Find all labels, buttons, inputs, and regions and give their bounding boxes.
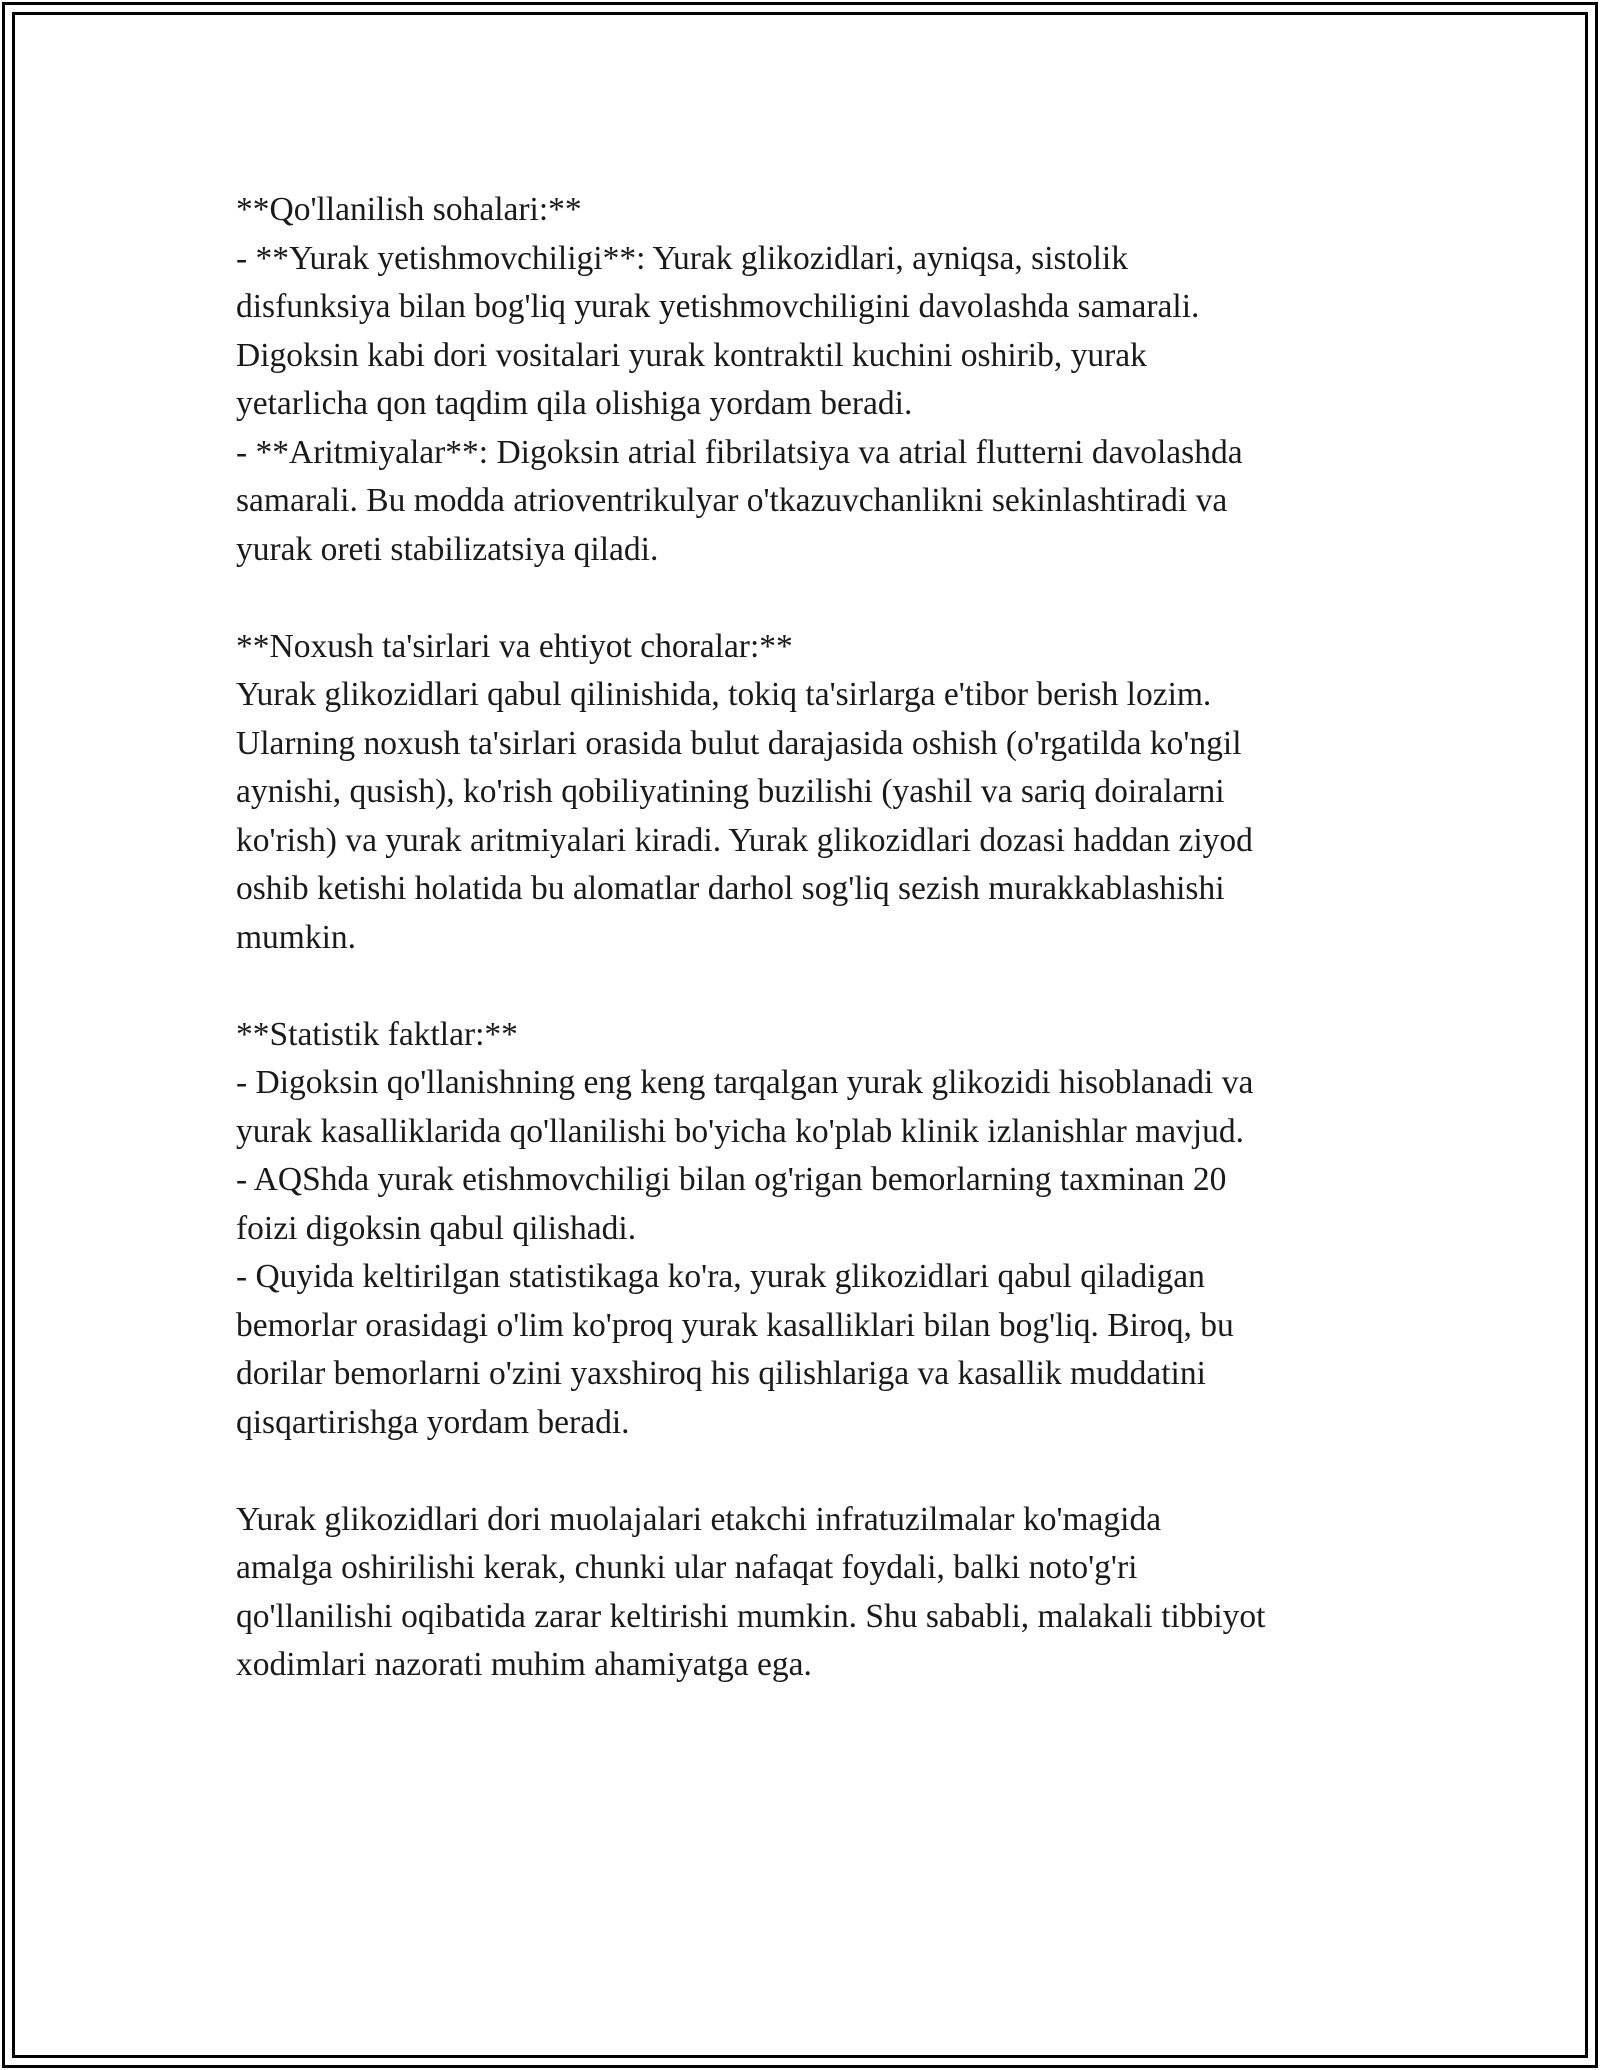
text-line: disfunksiya bilan bog'liq yurak yetishmovchiligini davolashda samarali. bbox=[236, 288, 1200, 325]
text-line: samarali. Bu modda atrioventrikulyar o'tkazuvchanlikni sekinlashtiradi va bbox=[236, 482, 1228, 519]
text-line: Yurak glikozidlari dori muolajalari etakchi infratuzilmalar ko'magida bbox=[236, 1500, 1162, 1538]
text-line: yetarlicha qon taqdim qila olishiga yordam beradi. bbox=[236, 385, 913, 422]
text-line: Ularning noxush ta'sirlari orasida bulut darajasida oshish (o'rgatilda ko'ngil bbox=[236, 724, 1242, 762]
text-line: amalga oshirilishi kerak, chunki ular nafaqat foydali, balki noto'g'ri bbox=[236, 1549, 1138, 1586]
text-line: qisqartirishga yordam beradi. bbox=[236, 1403, 630, 1441]
text-line: - Digoksin qo'llanishning eng keng tarqalgan yurak glikozidi hisoblanadi va bbox=[236, 1064, 1254, 1101]
text-line: bemorlar orasidagi o'lim ko'proq yurak kasalliklari bilan bog'liq. Biroq, bu bbox=[236, 1306, 1234, 1344]
section-heading-usage: **Qo'llanilish sohalari:** bbox=[236, 191, 582, 228]
text-line: aynishi, qusish), ko'rish qobiliyatining buzilishi (yashil va sariq doiralarni bbox=[236, 773, 1225, 810]
text-line: foizi digoksin qabul qilishadi. bbox=[236, 1209, 637, 1247]
text-line: dorilar bemorlarni o'zini yaxshiroq his qilishlariga va kasallik muddatini bbox=[236, 1355, 1206, 1392]
text-line: - Quyida keltirilgan statistikaga ko'ra, yurak glikozidlari qabul qiladigan bbox=[236, 1258, 1205, 1295]
section-heading-statistics: **Statistik faktlar:** bbox=[236, 1015, 518, 1053]
text-line: ko'rish) va yurak aritmiyalari kiradi. Yurak glikozidlari dozasi haddan ziyod bbox=[236, 821, 1253, 859]
text-line: yurak kasalliklarida qo'llanilishi bo'yicha ko'plab klinik izlanishlar mavjud. bbox=[236, 1112, 1244, 1150]
paragraph-gap bbox=[236, 1447, 1386, 1496]
text-line: qo'llanilishi oqibatida zarar keltirishi mumkin. Shu sababli, malakali tibbiyot bbox=[236, 1597, 1266, 1635]
text-line: - AQShda yurak etishmovchiligi bilan og'rigan bemorlarning taxminan 20 bbox=[236, 1161, 1227, 1198]
text-line: - **Yurak yetishmovchiligi**: Yurak glikozidlari, ayniqsa, sistolik bbox=[236, 239, 1128, 277]
text-line: mumkin. bbox=[236, 918, 357, 956]
document-body bbox=[236, 186, 1386, 1690]
text-line: - **Aritmiyalar**: Digoksin atrial fibrilatsiya va atrial flutterni davolashda bbox=[236, 433, 1243, 471]
text-line: oshib ketishi holatida bu alomatlar darhol sog'liq sezish murakkablashishi bbox=[236, 870, 1225, 907]
text-line: xodimlari nazorati muhim ahamiyatga ega. bbox=[236, 1646, 812, 1683]
paragraph-gap bbox=[236, 574, 1386, 623]
paragraph-gap bbox=[236, 962, 1386, 1011]
text-line: yurak oreti stabilizatsiya qiladi. bbox=[236, 530, 659, 568]
section-heading-side-effects: **Noxush ta'sirlari va ehtiyot choralar:** bbox=[236, 627, 793, 665]
text-line: Digoksin kabi dori vositalari yurak kontraktil kuchini oshirib, yurak bbox=[236, 336, 1147, 374]
text-line: Yurak glikozidlari qabul qilinishida, tokiq ta'sirlarga e'tibor berish lozim. bbox=[236, 676, 1212, 713]
